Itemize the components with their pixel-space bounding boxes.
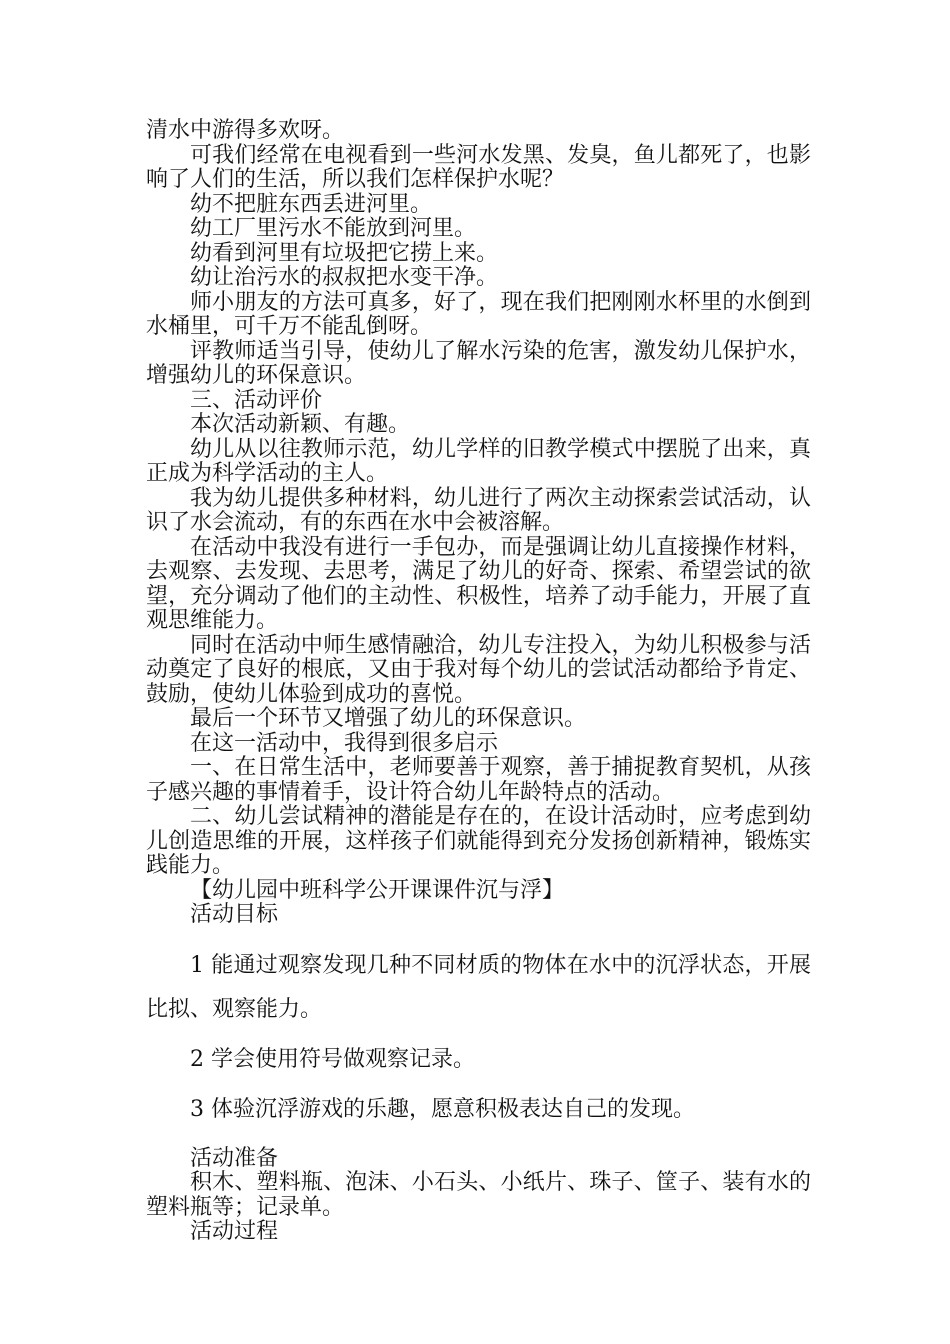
paragraph: 本次活动新颖、有趣。	[190, 412, 411, 437]
section-heading: 活动准备	[190, 1145, 279, 1171]
paragraph: 二、幼儿尝试精神的潜能是存在的，在设计活动时，应考虑到幼儿创造思维的开展，这样孩子们就能得到充分发扬创新精神，锻炼实践能力。	[146, 804, 811, 878]
paragraph: 可我们经常在电视看到一些河水发黑、发臭，鱼儿都死了，也影响了人们的生活，所以我们怎样保护水呢？	[146, 142, 811, 192]
section-heading: 活动目标	[190, 902, 279, 927]
document-page	[146, 119, 811, 1245]
section-heading: 活动过程	[190, 1219, 279, 1244]
paragraph: 评教师适当引导，使幼儿了解水污染的危害，激发幼儿保护水，增强幼儿的环保意识。	[146, 338, 811, 388]
paragraph: 幼看到河里有垃圾把它捞上来。	[190, 240, 499, 266]
paragraph: 师小朋友的方法可真多，好了，现在我们把刚刚水杯里的水倒到水桶里，可千万不能乱倒呀。	[146, 289, 811, 339]
paragraph: 清水中游得多欢呀。	[146, 118, 345, 143]
paragraph: 幼不把脏东西丢进河里。	[190, 191, 433, 217]
paragraph: 幼工厂里污水不能放到河里。	[190, 216, 477, 241]
objective-item: 1 能通过观察发现几种不同材质的物体在水中的沉浮状态，开展比拟、观察能力。	[146, 952, 811, 1022]
paragraph: 积木、塑料瓶、泡沫、小石头、小纸片、珠子、筐子、装有水的塑料瓶等；记录单。	[146, 1170, 811, 1220]
document-title: 【幼儿园中班科学公开课课件沉与浮】	[190, 877, 565, 903]
paragraph: 一、在日常生活中，老师要善于观察，善于捕捉教育契机，从孩子感兴趣的事情着手，设计符合幼儿年龄特点的活动。	[146, 755, 811, 805]
paragraph: 幼儿从以往教师示范，幼儿学样的旧教学模式中摆脱了出来，真正成为科学活动的主人。	[146, 436, 811, 486]
objective-item: 2 学会使用符号做观察记录。	[190, 1046, 475, 1072]
objective-item: 3 体验沉浮游戏的乐趣，愿意积极表达自己的发现。	[190, 1097, 695, 1122]
paragraph: 在这一活动中，我得到很多启示	[190, 730, 499, 756]
section-heading: 三、活动评价	[190, 387, 323, 413]
paragraph: 我为幼儿提供多种材料，幼儿进行了两次主动探索尝试活动，认识了水会流动，有的东西在水中会被溶解。	[146, 485, 811, 535]
paragraph: 同时在活动中师生感情融洽，幼儿专注投入，为幼儿积极参与活动奠定了良好的根底，又由于我对每个幼儿的尝试活动都给予肯定、鼓励，使幼儿体验到成功的喜悦。	[146, 632, 811, 707]
paragraph: 最后一个环节又增强了幼儿的环保意识。	[190, 706, 587, 731]
paragraph: 在活动中我没有进行一手包办，而是强调让幼儿直接操作材料，去观察、去发现、去思考，满足了幼儿的好奇、探索、希望尝试的欲望，充分调动了他们的主动性、积极性，培养了动手能力，开展了直观思维能力。	[146, 534, 811, 633]
paragraph: 幼让治污水的叔叔把水变干净。	[190, 265, 499, 290]
